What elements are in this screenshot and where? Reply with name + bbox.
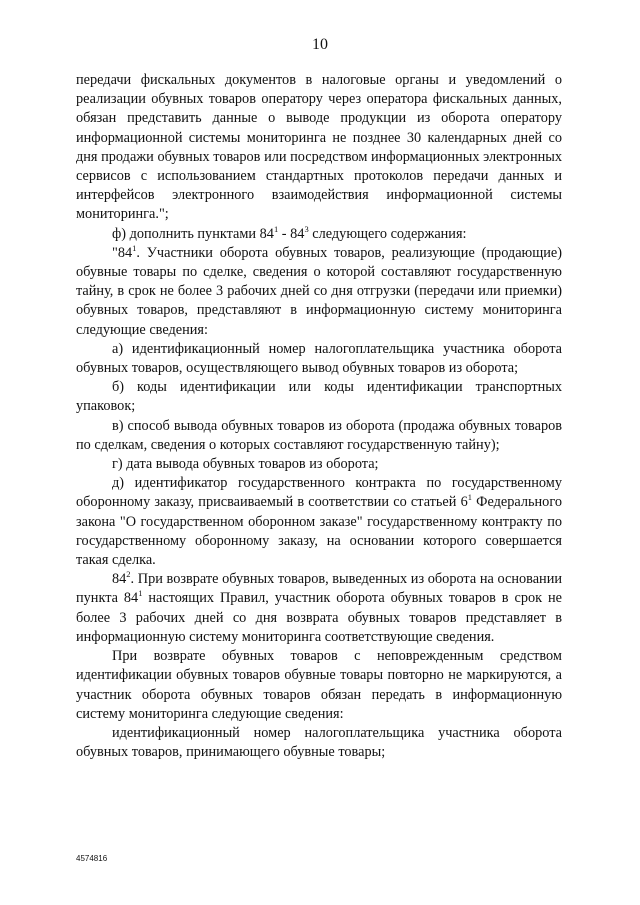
- paragraph-text: д) идентификатор государственного контракта по государственному оборонному заказу, присваиваемый в соответствии со статьей 6: [76, 475, 562, 511]
- superscript: 1: [467, 492, 472, 503]
- document-code: 4574816: [76, 854, 108, 863]
- paragraph-text: . При возврате обувных товаров, выведенных из оборота на основании пункта 84: [76, 571, 562, 607]
- paragraph-item-g: г) дата вывода обувных товаров из оборота;: [112, 456, 379, 473]
- paragraph-text: - 84: [278, 225, 305, 242]
- paragraph-84-1: [76, 244, 562, 340]
- superscript: 1: [273, 223, 279, 234]
- document-body: [76, 71, 562, 762]
- paragraph-item-d: [76, 474, 562, 570]
- paragraph-text: ф) дополнить пунктами 84: [112, 225, 274, 242]
- superscript: 1: [138, 588, 143, 599]
- paragraph-inn: идентификационный номер налогоплательщика участника оборота обувных товаров, принимающего обувные товары;: [76, 724, 562, 761]
- superscript: 2: [126, 569, 131, 580]
- paragraph-continuation: передачи фискальных документов в налоговые органы и уведомлений о реализации обувных товаров оператору через оператора фискальных данных, обязан представить данные о выводе продукции из оборота оператору информационной системы мониторинга не позднее 30 календарных дней со дня продажи обувных товаров или посредством информационных электронных сервисов с использованием стандартных протоколов передачи данных и интерфейсов электронного взаимодействия информационной системы мониторинга.";: [76, 72, 562, 223]
- paragraph-item-v: в) способ вывода обувных товаров из оборота (продажа обувных товаров по сделкам, сведения о которых составляют государственную тайну);: [76, 417, 562, 453]
- paragraph-text: Федерального закона "О государственном оборонном заказе" государственному контракту по государственному оборонному заказу, на основании которого совершается такая сделка.: [76, 494, 562, 569]
- paragraph-text: настоящих Правил, участник оборота обувных товаров в срок не более 3 рабочих дней со дня возврата обувных товаров представляет в информационную систему мониторинга соответствующие сведения.: [76, 590, 562, 645]
- page-number: 10: [312, 36, 328, 53]
- paragraph-text: . Участники оборота обувных товаров, реализующие (продающие) обувные товары по сделке, сведения о которой составляют государственную тайну, в срок не более 3 рабочих дней со дня отгрузки (передачи или приемки) обувных товаров, представляют в информационную систему мониторинга следующие сведения:: [76, 244, 562, 338]
- paragraph-text: 84: [112, 571, 127, 588]
- paragraph-84-2: [76, 570, 562, 647]
- paragraph-text: "84: [112, 244, 133, 261]
- paragraph-return: При возврате обувных товаров с неповрежденным средством идентификации обувных товаров обувные товары повторно не маркируются, а участник оборота обувных товаров обязан передать в информационную систему мониторинга следующие сведения:: [76, 648, 562, 722]
- superscript: 3: [304, 223, 309, 234]
- paragraph-item-b: б) коды идентификации или коды идентификации транспортных упаковок;: [76, 379, 562, 415]
- superscript: 1: [132, 242, 137, 253]
- paragraph-item-a: а) идентификационный номер налогоплательщика участника оборота обувных товаров, осуществляющего вывод обувных товаров из оборота;: [76, 340, 562, 377]
- paragraph-item-f: [76, 225, 562, 244]
- paragraph-text: следующего содержания:: [308, 225, 467, 242]
